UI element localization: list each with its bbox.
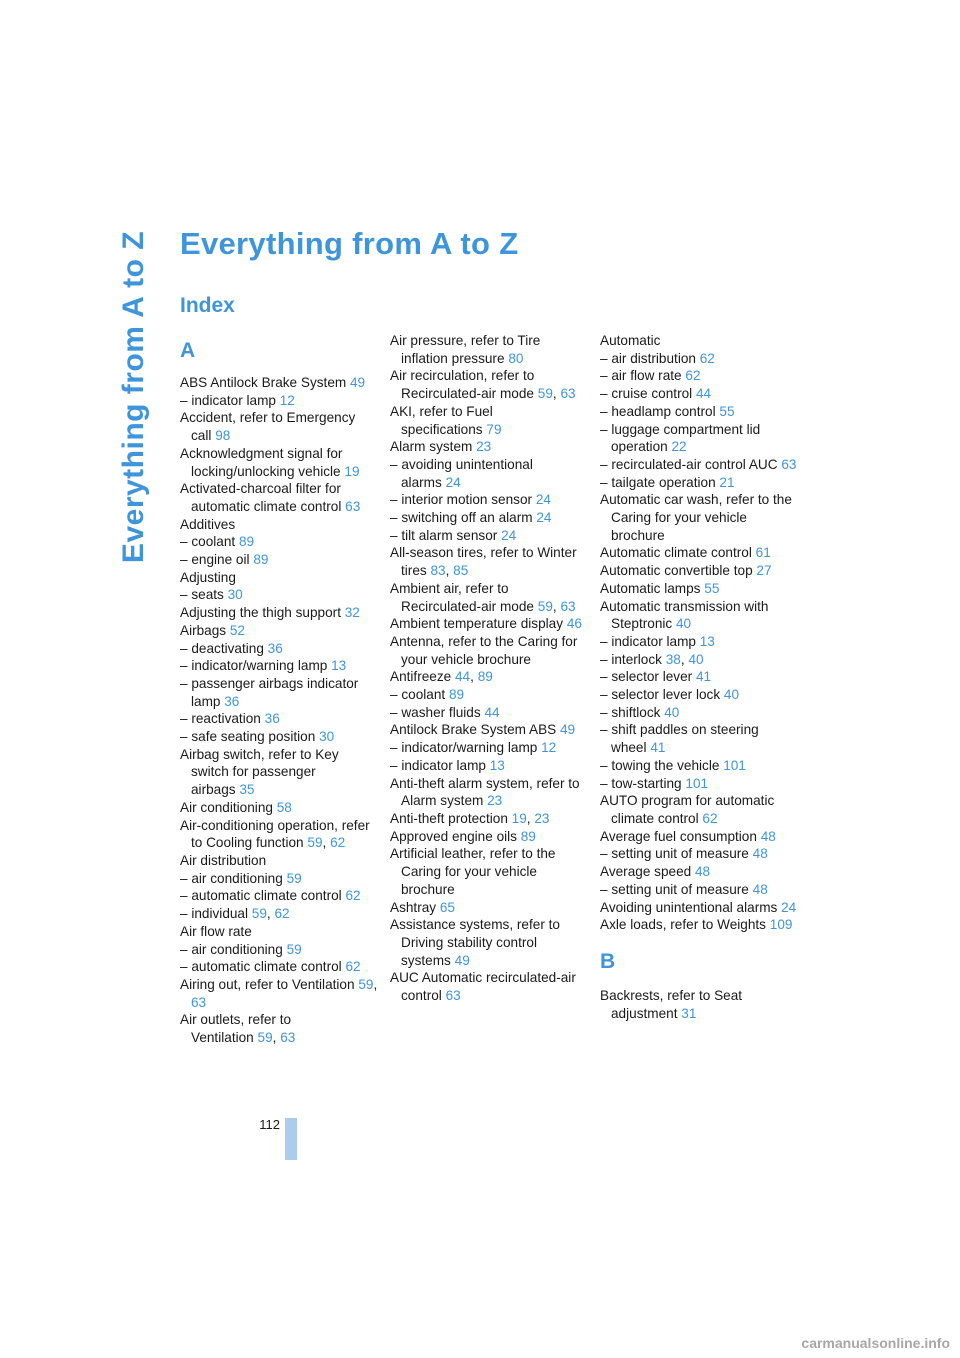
index-entry-text: – setting unit of measure — [600, 881, 749, 897]
index-entry-text: – automatic climate control — [180, 959, 342, 975]
page-link[interactable]: 63 — [280, 1030, 296, 1046]
page-link[interactable]: 22 — [671, 439, 687, 455]
page-separator: , — [680, 651, 689, 667]
index-entry — [180, 586, 380, 604]
page-link[interactable]: 59 — [257, 1030, 273, 1046]
index-entry — [390, 527, 590, 545]
index-entry — [180, 622, 380, 640]
index-letter-heading: B — [600, 949, 616, 973]
index-entry-text: – coolant — [390, 687, 446, 703]
index-entry-text: – switching off an alarm — [390, 510, 533, 526]
index-entry-text: – washer fluids — [390, 704, 481, 720]
index-entry — [180, 905, 380, 923]
index-entry-text: Air recirculation, refer to Recirculated-air mode — [390, 368, 535, 402]
index-entry — [180, 799, 380, 817]
page-separator: , — [552, 386, 561, 402]
index-entry — [600, 721, 800, 756]
page-separator: , — [552, 598, 561, 614]
index-entry-text: – indicator/warning lamp — [390, 740, 538, 756]
index-entry-text: Air flow rate — [180, 923, 252, 939]
index-entry — [390, 491, 590, 509]
index-entry-text: – indicator lamp — [180, 392, 276, 408]
page-link[interactable]: 89 — [448, 687, 465, 703]
index-entry — [180, 1011, 380, 1046]
index-entry — [600, 421, 800, 456]
index-entry — [180, 675, 380, 710]
index-entry-text: ABS Antilock Brake System — [180, 375, 347, 390]
index-entry — [600, 651, 800, 669]
index-entry — [180, 392, 380, 410]
page-link[interactable]: 63 — [781, 456, 797, 472]
page-link[interactable]: 89 — [238, 534, 255, 550]
index-entry-text: Automatic climate control — [600, 545, 752, 561]
index-entry-text: Accident, refer to Emergency call — [180, 410, 356, 444]
index-entry-text: – air conditioning — [180, 941, 283, 957]
page-link[interactable]: 109 — [769, 917, 793, 933]
index-entry-text: – deactivating — [180, 640, 264, 656]
index-entry — [180, 604, 380, 622]
page-link[interactable]: 24 — [536, 510, 552, 526]
index-entry-text: Acknowledgment signal for locking/unlocking vehicle — [180, 445, 343, 479]
page-link[interactable]: 59 — [307, 835, 323, 851]
index-entry — [390, 757, 590, 775]
page-link[interactable]: 27 — [756, 563, 772, 579]
page-link[interactable]: 40 — [664, 704, 680, 720]
index-entry — [600, 491, 800, 544]
page-link[interactable]: 59 — [286, 870, 302, 886]
index-entry — [600, 580, 800, 598]
page-link[interactable]: 12 — [541, 740, 557, 756]
index-entry — [600, 863, 800, 881]
index-entry-text: Ambient air, refer to Recirculated-air mode — [390, 580, 534, 614]
index-entry-text: Avoiding unintentional alarms — [600, 899, 778, 915]
page-number: 112 — [259, 1117, 280, 1132]
index-entry-text: – indicator lamp — [600, 633, 696, 649]
index-entry-text: Ambient temperature display — [390, 616, 564, 632]
page-link[interactable]: 44 — [455, 669, 471, 685]
index-entry-text: – setting unit of measure — [600, 846, 749, 862]
page-link[interactable]: 35 — [239, 782, 255, 798]
page-link[interactable]: 63 — [445, 988, 461, 1004]
page-link[interactable]: 80 — [508, 350, 524, 366]
index-entry — [180, 923, 380, 941]
page-link[interactable]: 36 — [267, 640, 283, 656]
page-link[interactable]: 40 — [723, 687, 740, 703]
index-entry — [180, 374, 380, 392]
index-entry — [600, 544, 800, 562]
index-entry — [390, 845, 590, 898]
page-link[interactable]: 24 — [501, 527, 517, 543]
page-link[interactable]: 58 — [276, 799, 292, 815]
page-link[interactable]: 46 — [566, 616, 582, 632]
page-link[interactable]: 55 — [719, 403, 735, 419]
page-link[interactable]: 98 — [215, 428, 231, 444]
index-entry-text: Alarm system — [390, 439, 473, 455]
index-entry-text: Anti-theft alarm system, refer to Alarm system — [390, 775, 580, 809]
index-entry-text: – tilt alarm sensor — [390, 527, 498, 543]
index-entry-text: Additives — [180, 516, 236, 532]
watermark: carmanualsonline.info — [801, 1335, 950, 1351]
index-entry — [390, 456, 590, 491]
index-entry — [390, 739, 590, 757]
page-link[interactable]: 23 — [476, 439, 492, 455]
page-link[interactable]: 59 — [286, 941, 302, 957]
index-entry-text: – air distribution — [600, 350, 696, 366]
index-entry — [600, 385, 800, 403]
page-link[interactable]: 38 — [665, 651, 681, 667]
index-entry-text: Adjusting — [180, 569, 236, 585]
index-entry-text: Automatic convertible top — [600, 563, 753, 579]
index-entry-text: AUTO program for automatic climate control — [600, 793, 775, 826]
index-entry — [180, 657, 380, 675]
index-entry-text: – headlamp control — [600, 403, 716, 419]
page-link[interactable]: 89 — [520, 828, 536, 844]
page-link[interactable]: 89 — [253, 552, 269, 568]
index-entry — [390, 509, 590, 527]
index-entry — [390, 704, 590, 722]
index-entry-text: Air distribution — [180, 852, 267, 868]
page-link[interactable]: 48 — [752, 846, 768, 862]
page-link[interactable]: 61 — [755, 545, 771, 561]
index-entry-text: – engine oil — [180, 552, 250, 568]
index-entry-text: – shiftlock — [600, 704, 661, 720]
page-link[interactable]: 49 — [350, 375, 366, 390]
index-entry — [600, 633, 800, 651]
page-link[interactable]: 36 — [264, 711, 280, 727]
page-link[interactable]: 83 — [430, 563, 446, 579]
index-entry — [180, 710, 380, 728]
index-entry — [180, 409, 380, 444]
section-title: Index — [180, 294, 235, 317]
index-entry-text: – interior motion sensor — [390, 492, 533, 508]
page-link[interactable]: 48 — [694, 864, 711, 880]
index-entry-text: – selector lever — [600, 669, 693, 685]
page-link[interactable]: 13 — [699, 633, 715, 649]
index-entry — [600, 562, 800, 580]
page-link[interactable]: 62 — [685, 368, 701, 384]
index-entry-text: Assistance systems, refer to Driving stability control systems — [390, 917, 560, 968]
index-entry-text: AUC Automatic recirculated-air control — [390, 970, 576, 1004]
page-link[interactable]: 49 — [454, 952, 470, 968]
index-entry — [390, 969, 590, 1004]
page-link[interactable]: 62 — [345, 888, 361, 904]
page-link[interactable]: 63 — [191, 994, 207, 1010]
index-entry — [600, 757, 800, 775]
index-entry — [600, 367, 800, 385]
page-link[interactable]: 63 — [560, 386, 576, 402]
index-entry-text: – towing the vehicle — [600, 757, 720, 773]
page-link[interactable]: 23 — [487, 793, 503, 809]
index-entry — [390, 668, 590, 686]
index-entry-text: Airing out, refer to Ventilation — [180, 976, 355, 992]
index-entry-text: Automatic car wash, refer to the Caring for your vehicle brochure — [600, 492, 792, 543]
page-link[interactable]: 55 — [704, 580, 720, 596]
index-entry-text: Automatic — [600, 333, 661, 348]
index-entry — [180, 551, 380, 569]
page-link[interactable]: 31 — [681, 1005, 697, 1021]
index-entry — [390, 775, 590, 810]
page-link[interactable]: 30 — [227, 587, 243, 603]
index-entry-text: – interlock — [600, 651, 662, 667]
page-link[interactable]: 59 — [537, 386, 553, 402]
index-entry — [600, 881, 800, 899]
page-link[interactable]: 49 — [560, 722, 576, 738]
page-separator: , — [470, 669, 478, 685]
page-link[interactable]: 63 — [345, 498, 361, 514]
page-link[interactable]: 79 — [486, 421, 502, 437]
index-entry-text: – automatic climate control — [180, 888, 342, 904]
side-tab — [104, 232, 164, 562]
index-entry — [390, 615, 590, 633]
page-separator: , — [445, 563, 454, 579]
page-link[interactable]: 21 — [719, 474, 735, 490]
index-entry-text: – seats — [180, 587, 224, 603]
index-entry-text: Air outlets, refer to Ventilation — [180, 1012, 292, 1046]
index-entry — [390, 332, 590, 367]
index-entry — [390, 686, 590, 704]
page-link[interactable]: 30 — [319, 729, 335, 745]
page-separator: , — [272, 1030, 281, 1046]
index-column-2 — [390, 332, 590, 1005]
page-link[interactable]: 44 — [484, 704, 500, 720]
index-entry-text: Automatic transmission with Steptronic — [600, 598, 769, 632]
page-link[interactable]: 101 — [723, 757, 746, 773]
index-entry — [390, 438, 590, 456]
index-entry-text: – cruise control — [600, 386, 693, 402]
index-entry-text: Air-conditioning operation, refer to Cooling function — [180, 817, 370, 851]
index-entry-text: – reactivation — [180, 711, 261, 727]
page-link[interactable]: 62 — [345, 959, 361, 975]
index-entry — [180, 516, 380, 534]
page-link[interactable]: 63 — [560, 598, 576, 614]
index-entry — [600, 668, 800, 686]
index-entry — [600, 456, 800, 474]
index-entry — [180, 640, 380, 658]
page-separator: , — [373, 976, 378, 992]
page-link[interactable]: 65 — [439, 899, 455, 915]
index-entry — [600, 474, 800, 492]
index-entry-text: Automatic lamps — [600, 580, 701, 596]
page-link[interactable]: 24 — [535, 492, 551, 508]
index-entry-text: – luggage compartment lid operation — [600, 421, 761, 455]
index-entry — [390, 721, 590, 739]
index-entry-text: Antenna, refer to the Caring for your vehicle brochure — [390, 633, 578, 667]
page-link[interactable]: 23 — [534, 810, 550, 826]
index-entry-text: – tow-starting — [600, 775, 682, 791]
index-entry-text: AKI, refer to Fuel specifications — [390, 403, 493, 437]
index-column-1 — [180, 332, 380, 1047]
index-entry-text: – safe seating position — [180, 729, 316, 745]
index-entry — [390, 367, 590, 402]
index-entry — [600, 899, 800, 917]
index-entry — [600, 686, 800, 704]
index-entry-text: Ashtray — [390, 899, 437, 915]
page-link[interactable]: 89 — [477, 669, 493, 685]
index-entry-text: Airbag switch, refer to Key switch for passenger airbags — [180, 746, 339, 798]
index-entry — [390, 403, 590, 438]
side-tab-label: Everything from A to Z — [117, 230, 150, 564]
index-entry — [180, 569, 380, 587]
page-link[interactable]: 59 — [251, 906, 267, 922]
index-entry-text: Anti-theft protection — [390, 810, 508, 826]
index-entry — [390, 810, 590, 828]
index-entry-text: – recirculated-air control AUC — [600, 456, 778, 472]
index-entry — [600, 845, 800, 863]
index-entry-text: Backrests, refer to Seat adjustment — [600, 987, 743, 1021]
index-entry-text: Antilock Brake System ABS — [390, 722, 557, 738]
index-entry — [600, 350, 800, 368]
index-entry — [180, 852, 380, 870]
index-entry-text: – individual — [180, 906, 249, 922]
page-link[interactable]: 41 — [650, 740, 666, 756]
index-entry-text: – air conditioning — [180, 870, 283, 886]
page-link[interactable]: 12 — [279, 392, 295, 408]
page-link[interactable]: 24 — [445, 474, 461, 490]
index-entry — [180, 941, 380, 959]
index-entry-text: Air conditioning — [180, 799, 273, 815]
index-entry — [600, 987, 800, 1022]
page-link[interactable]: 48 — [752, 881, 768, 897]
page-link[interactable]: 85 — [453, 563, 469, 579]
index-entry — [600, 792, 800, 827]
page-link[interactable]: 62 — [699, 350, 715, 366]
index-entry-text: – shift paddles on steering wheel — [600, 722, 759, 756]
index-entry — [600, 403, 800, 421]
page-link[interactable]: 40 — [676, 616, 692, 632]
index-entry-text: Approved engine oils — [390, 828, 517, 844]
index-entry — [180, 817, 380, 852]
index-entry — [600, 775, 800, 793]
index-entry-text: – tailgate operation — [600, 474, 716, 490]
index-entry — [180, 445, 380, 480]
index-entry-text: – selector lever lock — [600, 687, 721, 703]
index-entry-text: All-season tires, refer to Winter tires — [390, 545, 577, 579]
page-link[interactable]: 13 — [331, 658, 347, 674]
index-entry-text: Antifreeze — [390, 669, 452, 685]
index-entry — [390, 916, 590, 969]
index-entry-text: Adjusting the thigh support — [180, 605, 341, 621]
index-entry-text: – indicator/warning lamp — [180, 658, 328, 674]
page-link[interactable]: 59 — [358, 976, 374, 992]
index-entry — [390, 544, 590, 579]
page-link[interactable]: 48 — [760, 828, 776, 844]
index-entry — [180, 870, 380, 888]
index-entry — [180, 887, 380, 905]
page-link[interactable]: 62 — [702, 810, 718, 826]
index-entry-text: Airbags — [180, 622, 227, 638]
index-entry — [390, 580, 590, 615]
page-link[interactable]: 19 — [344, 463, 360, 479]
index-entry — [600, 704, 800, 722]
index-entry-text: – avoiding unintentional alarms — [390, 456, 533, 490]
index-entry-text: – air flow rate — [600, 368, 682, 384]
page-separator: , — [266, 906, 275, 922]
index-entry — [180, 746, 380, 799]
page-link[interactable]: 41 — [695, 669, 712, 685]
page-link[interactable]: 19 — [511, 810, 527, 826]
index-entry — [180, 958, 380, 976]
index-letter-heading: A — [180, 339, 196, 362]
page-link[interactable]: 62 — [330, 835, 346, 851]
page-link[interactable]: 40 — [688, 651, 704, 667]
page-link[interactable]: 36 — [224, 693, 240, 709]
index-entry-text: Activated-charcoal filter for automatic climate control — [180, 481, 342, 514]
index-entry — [390, 828, 590, 846]
index-entry — [600, 598, 800, 633]
index-entry — [600, 332, 800, 350]
index-entry-text: Axle loads, refer to Weights — [600, 917, 766, 933]
index-entry — [180, 480, 380, 515]
page-separator: , — [526, 810, 535, 826]
index-column-3 — [600, 332, 800, 1022]
page-link[interactable]: 52 — [229, 622, 245, 638]
page-link[interactable]: 32 — [344, 605, 360, 621]
index-entry — [390, 633, 590, 668]
index-entry — [600, 828, 800, 846]
index-entry-text: Average speed — [600, 864, 692, 880]
index-entry — [600, 916, 800, 934]
index-entry — [180, 533, 380, 551]
index-entry — [180, 976, 380, 1011]
index-entry — [390, 899, 590, 917]
index-entry-text: Average fuel consumption — [600, 828, 757, 844]
page-link[interactable]: 59 — [537, 598, 553, 614]
page-bar — [285, 1118, 297, 1160]
page-link[interactable]: 13 — [489, 757, 505, 773]
page-title: Everything from A to Z — [180, 226, 519, 261]
index-entry-text: – passenger airbags indicator lamp — [180, 675, 359, 709]
index-entry — [180, 728, 380, 746]
index-entry-text: Artificial leather, refer to the Caring for your vehicle brochure — [390, 846, 556, 897]
page-separator: , — [322, 835, 331, 851]
page-link[interactable]: 24 — [781, 899, 797, 915]
page-link[interactable]: 101 — [685, 775, 709, 791]
index-entry-text: Air pressure, refer to Tire inflation pressure — [390, 333, 541, 366]
page-link[interactable]: 62 — [274, 906, 290, 922]
page-link[interactable]: 44 — [695, 386, 712, 402]
index-entry-text: – indicator lamp — [390, 757, 486, 773]
index-entry-text: – coolant — [180, 534, 236, 550]
